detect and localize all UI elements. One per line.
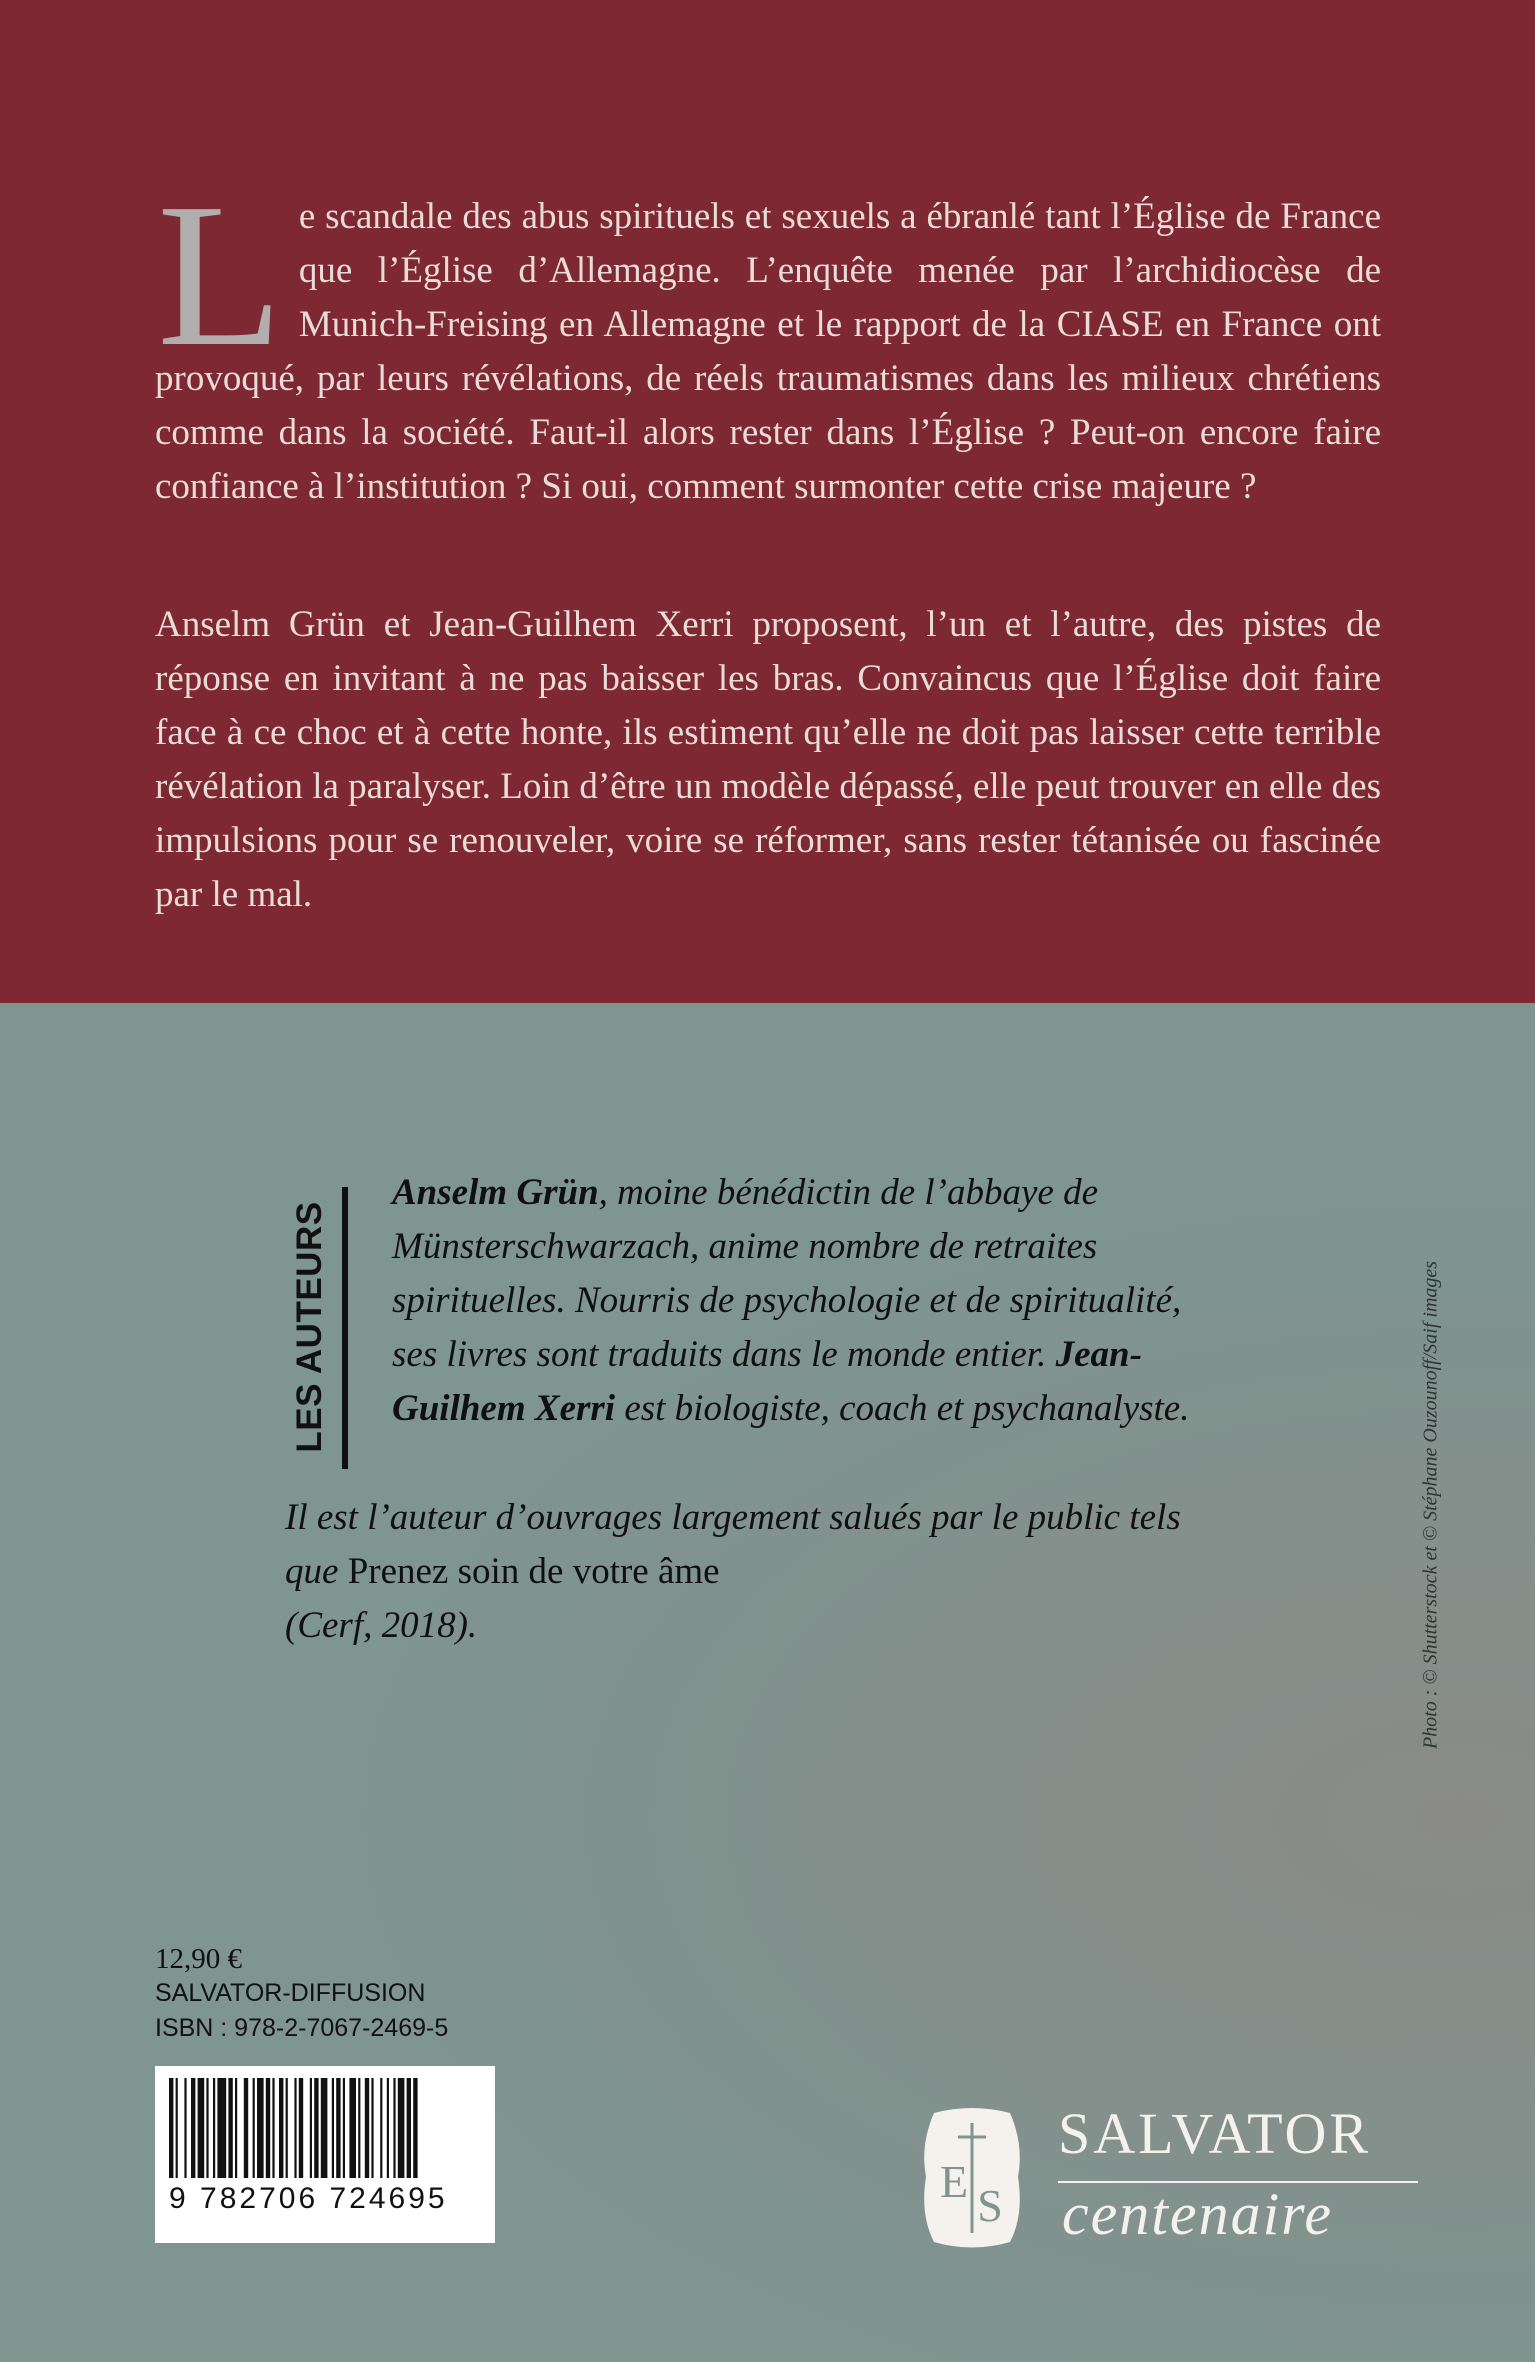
book-title: Prenez soin de votre âme	[347, 1551, 720, 1592]
authors-heading: LES AUTEURS	[290, 1201, 329, 1453]
svg-text:S: S	[977, 2180, 1003, 2231]
publisher-name: SALVATOR	[1058, 2101, 1372, 2166]
authors-bio-continued	[285, 1491, 1225, 1653]
svg-text:E: E	[939, 2156, 969, 2207]
barcode-icon	[169, 2078, 481, 2184]
author2-bio: est biologiste, coach et psychanalyste.	[615, 1388, 1190, 1429]
top-panel	[0, 0, 1535, 1003]
authors-bio	[392, 1166, 1232, 1436]
publisher-emblem-icon	[920, 2105, 1024, 2250]
intro-paragraph	[155, 160, 1381, 514]
barcode	[155, 2066, 495, 2243]
second-paragraph: Anselm Grün et Jean-Guilhem Xerri proposent, l’un et l’autre, des pistes de réponse en invitant à ne pas baisser les bras. Convaincus que l’Église doit faire face à ce choc et à cette honte, ils estiment qu’elle ne doit pas laisser cette terrible révélation la paralyser. Loin d’être un modèle dépassé, elle peut trouver en elle des impulsions pour se renouveler, voire se réformer, sans rester tétanisée ou fascinée par le mal.	[155, 604, 1381, 915]
book-reference: (Cerf, 2018).	[285, 1605, 478, 1646]
price: 12,90 €	[155, 1943, 242, 1975]
author1-bio: , moine bénédictin de l’abbaye de Münsterschwarzach, anime nombre de retraites spirituelles. Nourris de psychologie et de spiritualité, ses livres sont traduits dans le monde entier.	[392, 1172, 1182, 1375]
author2-works: Il est l’auteur d’ouvrages largement salués par le public tels que	[285, 1497, 1181, 1592]
author2-name: Jean-Guilhem Xerri	[392, 1334, 1142, 1429]
intro-paragraph-text: e scandale des abus spirituels et sexuels a ébranlé tant l’Église de France que l’Église d’Allemagne. L’enquête menée par l’archidiocèse de Munich-Freising en Allemagne et le rapport de la CIASE en France ont provoqué, par leurs révélations, de réels traumatismes dans les milieux chrétiens comme dans la société. Faut-il alors rester dans l’Église ? Peut-on encore faire confiance à l’institution ? Si oui, comment surmonter cette crise majeure ?	[155, 196, 1381, 507]
barcode-digits: 9 782706 724695	[169, 2182, 448, 2215]
publisher-subtitle: centenaire	[1062, 2181, 1333, 2247]
author1-name: Anselm Grün	[392, 1172, 599, 1213]
authors-rule	[342, 1187, 348, 1469]
drop-cap: L	[157, 160, 283, 389]
photo-credit: Photo : © Shutterstock et © Stéphane Ouzounoff/Saif images	[1419, 1260, 1442, 1750]
distributor: SALVATOR-DIFFUSION	[155, 1979, 426, 2007]
isbn: ISBN : 978-2-7067-2469-5	[155, 2014, 449, 2042]
